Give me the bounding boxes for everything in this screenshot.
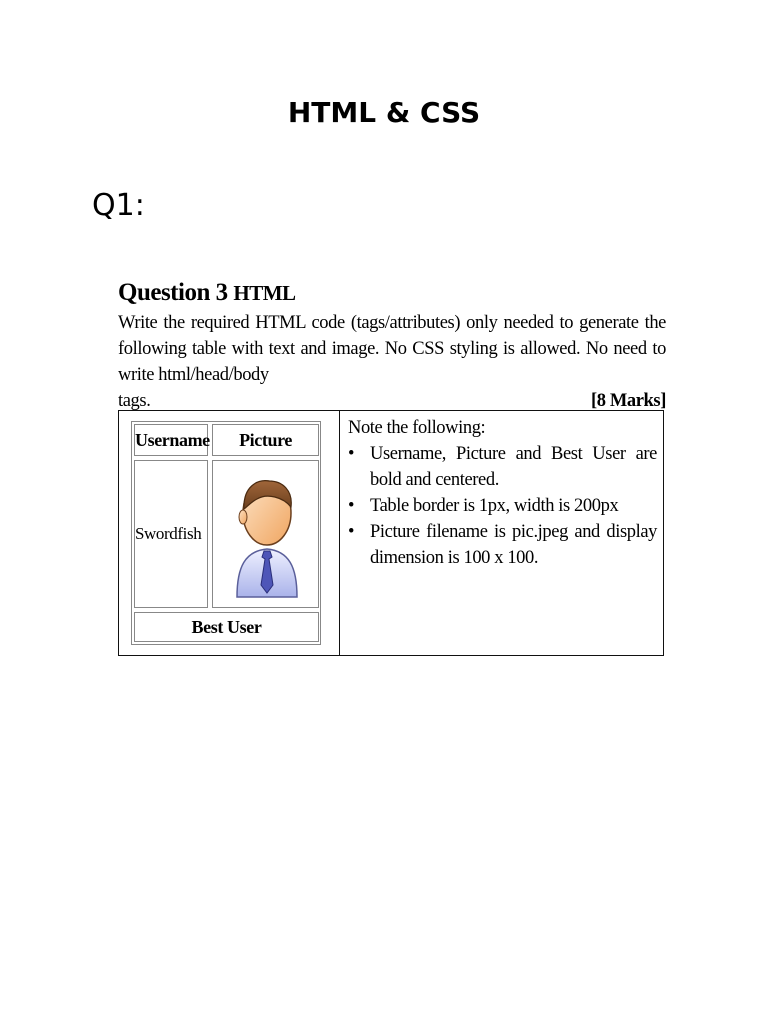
question-heading [118, 276, 666, 310]
marks-label: [8 Marks] [590, 391, 666, 411]
example-table [131, 421, 321, 645]
example-table-panel [119, 411, 340, 655]
note-item [348, 519, 657, 571]
question-body-end: tags. [118, 391, 151, 411]
question-heading-main: Question 3 [118, 279, 228, 306]
username-cell [134, 460, 208, 608]
question-heading-tail: HTML [233, 281, 296, 305]
notes-panel [340, 411, 663, 655]
note-item [348, 441, 657, 493]
header-username: Username [134, 424, 208, 456]
header-picture: Picture [212, 424, 319, 456]
question-block [118, 276, 666, 414]
notes-title: Note the following: [348, 418, 486, 438]
footer-best-user: Best User [134, 612, 319, 642]
note-item [348, 493, 657, 519]
bullet-icon: • [348, 522, 355, 542]
note-text: Username, Picture and Best User are bold and centered. [370, 444, 657, 490]
picture-cell [212, 460, 319, 608]
question-figure [118, 410, 664, 656]
document-title: HTML & CSS [287, 96, 481, 129]
bullet-icon: • [348, 444, 355, 464]
username-value: Swordfish [135, 524, 202, 543]
user-avatar-icon [231, 469, 303, 599]
note-text: Table border is 1px, width is 200px [370, 496, 619, 516]
notes-list [348, 441, 657, 571]
note-text: Picture filename is pic.jpeg and display dimension is 100 x 100. [370, 522, 657, 568]
question-label: Q1: [92, 188, 145, 223]
bullet-icon: • [348, 496, 355, 516]
question-body: Write the required HTML code (tags/attributes) only needed to generate the following table with text and image. No CSS styling is allowed. No need to write html/head/body [118, 313, 666, 385]
